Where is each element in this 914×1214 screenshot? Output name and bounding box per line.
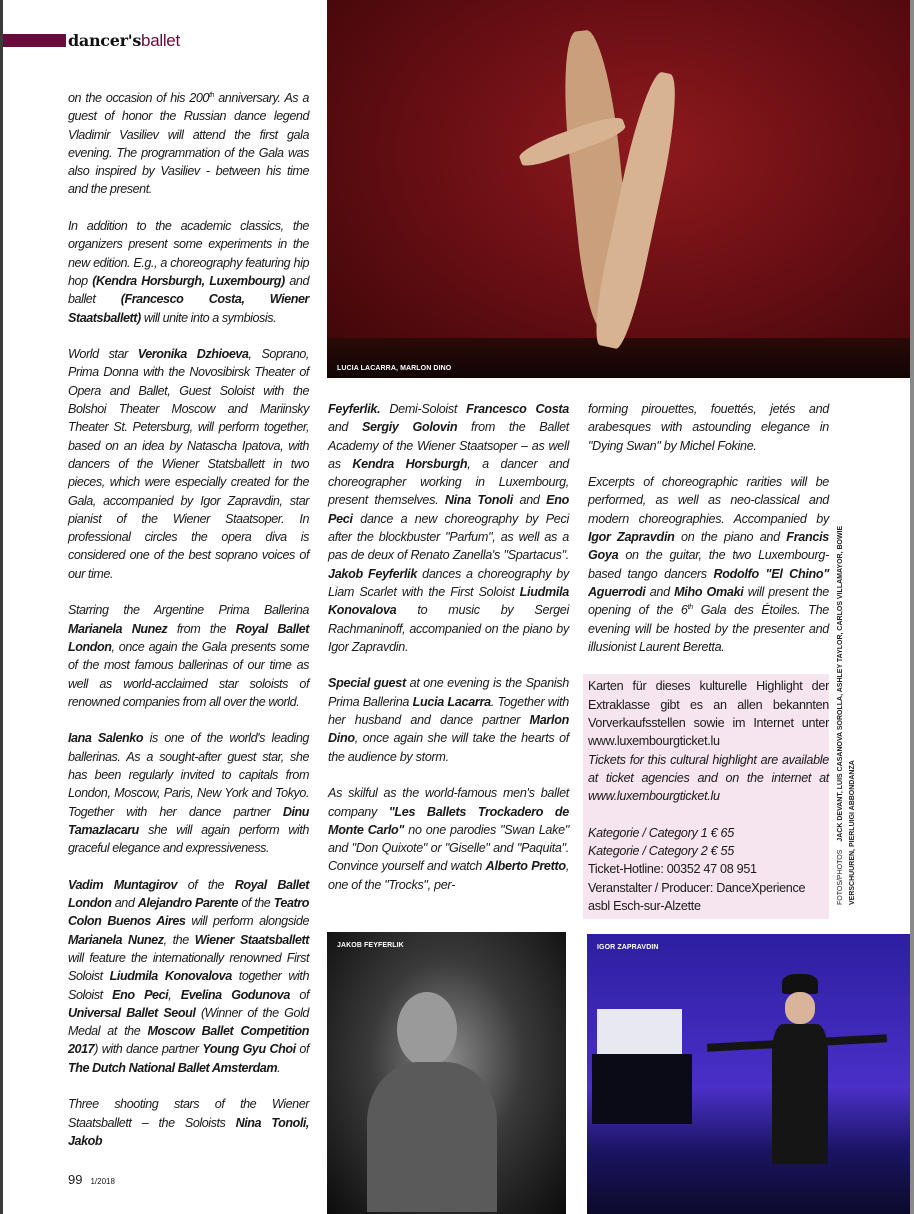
photo-zapravdin <box>587 934 910 1214</box>
name-highlight: Sergiy Golovin <box>361 420 458 435</box>
name-highlight: Lucia Lacarra <box>412 694 491 709</box>
name-highlight: Young Gyu Choi <box>202 1042 296 1057</box>
issue-number: 1/2018 <box>90 1177 115 1186</box>
text-run: , one of the "Trocks", per- <box>328 859 570 892</box>
photo-credits <box>835 495 859 905</box>
name-highlight: Marianela Nunez <box>68 621 168 636</box>
text-run: of <box>295 1042 310 1057</box>
text-run: will present the opening of the 6 <box>588 584 830 618</box>
article-column-3 <box>588 400 829 919</box>
credits-label: FOTOS/PHOTOS <box>837 849 844 905</box>
article-column-2 <box>328 400 569 894</box>
text-run: . <box>277 1060 281 1075</box>
name-highlight: Liudmila Konovalova <box>328 584 569 618</box>
credits-names: JACK DEVANT, LUIS CASANOVA SOROLLA, ASHLEY TAYLOR, CARLOS VILLAMAYOR, BOWIE VERSCHUUREN, PIERLUIGI ABBONDANZA <box>837 525 856 905</box>
logo-light: ballet <box>141 31 180 50</box>
text-run: ) with dance partner <box>94 1042 203 1057</box>
text-run: , a dancer and choreographer working in Luxembourg, present themselves. <box>328 456 569 508</box>
name-highlight: Alejandro Parente <box>137 896 239 911</box>
magazine-logo <box>68 31 180 51</box>
text-run: , <box>168 987 181 1002</box>
name-highlight: Marlon Dino <box>328 713 569 746</box>
text-run: from the Ballet Academy of the Wiener Staatsoper – as well as <box>328 420 569 471</box>
text-run: dances a choreography by Liam Scarlet with the First Soloist <box>328 566 569 599</box>
name-highlight: Francesco Costa <box>466 402 569 416</box>
text-run: and <box>512 493 547 508</box>
name-highlight: Wiener Staatsballett <box>194 932 309 947</box>
text-run: Three shooting stars of the Wiener Staatsballett – the Soloists <box>68 1097 309 1130</box>
name-highlight: Royal Ballet London <box>68 621 309 654</box>
name-highlight: Royal Ballet London <box>68 877 309 911</box>
hat <box>782 974 818 994</box>
name-highlight: Special guest <box>328 676 406 691</box>
text-run: World star <box>68 347 138 362</box>
text-run: Demi-Soloist <box>380 402 467 416</box>
text-run: Gala des Étoiles. The evening will be hosted by the presenter and illusionist Laurent Beretta. <box>588 603 829 654</box>
page-number: 99 <box>68 1172 83 1187</box>
photo-caption: JAKOB FEYFERLIK <box>337 942 404 949</box>
ticket-hotline: Ticket-Hotline: 00352 47 08 951 <box>588 862 757 877</box>
producer: Veranstalter / Producer: DanceXperience asbl Esch-sur-Alzette <box>588 880 806 914</box>
photo-caption: IGOR ZAPRAVDIN <box>597 944 659 951</box>
name-highlight: Nina Tonoli, Jakob <box>68 1115 309 1148</box>
name-highlight: Francis Goya <box>588 530 829 563</box>
article-paragraph <box>328 784 569 894</box>
name-highlight: Teatro Colon Buenos Aires <box>68 896 309 929</box>
article-paragraph <box>68 601 309 711</box>
name-highlight: Vadim Muntagirov <box>68 877 178 892</box>
ticket-info-german: Karten für dieses kulturelle Highlight der Extraklasse gibt es an allen bekannten Vorverkaufsstellen sowie im Internet unter www.luxembourgticket.lu <box>588 679 829 749</box>
text-run: th <box>687 604 693 612</box>
text-run: she will again perform with graceful elegance and expressiveness. <box>68 822 309 856</box>
text-run: on the piano and <box>674 530 787 545</box>
text-run: will feature the internationally renowned First Soloist <box>68 950 309 984</box>
name-highlight: Liudmila Konovalova <box>109 969 232 984</box>
text-run: As skilful as the world-famous men's ballet company <box>328 786 569 819</box>
ticket-info-box <box>583 674 829 919</box>
text-run: is one of the world's leading ballerinas. As a sought-after guest star, she has been regularly invited to capitals from London, Moscow, Paris, New York and Tokyo. Together with her dance partner <box>68 731 309 819</box>
name-highlight: Kendra Horsburgh <box>352 456 468 471</box>
name-highlight: "Les Ballets Trockadero de Monte Carlo" <box>328 804 569 837</box>
name-highlight: Nina Tonoli <box>444 493 513 508</box>
name-highlight: (Francesco Costa, Wiener Staatsballett) <box>68 292 309 325</box>
article-paragraph <box>588 400 829 455</box>
text-run: and <box>645 584 675 599</box>
article-paragraph <box>68 729 309 857</box>
text-run: and <box>111 896 138 911</box>
text-run: no one parodies "Swan Lake" and "Don Quixote" or "Giselle" and "Paquita". Convince yourself and watch <box>328 822 569 874</box>
text-run: and ballet <box>68 273 310 307</box>
photo-feyferlik <box>327 932 566 1214</box>
text-run: will unite into a symbiosis. <box>140 310 277 325</box>
right-edge <box>910 0 914 1214</box>
piano <box>592 1054 692 1124</box>
ticket-info-english: Tickets for this cultural highlight are available at ticket agencies and on the internet at www.luxembourgticket.lu <box>588 752 829 804</box>
face <box>785 992 815 1024</box>
sheet-music <box>597 1009 682 1059</box>
name-highlight: Universal Ballet Seoul <box>68 1005 196 1020</box>
name-highlight: Eno Peci <box>328 493 570 526</box>
text-run: , the <box>163 932 195 947</box>
article-paragraph <box>328 400 569 656</box>
text-run: and <box>328 420 362 435</box>
text-run: to music by Sergei Rachmaninoff, accompanied on the piano by Igor Zapravdin. <box>328 603 569 654</box>
text-run: on the occasion of his 200 <box>68 91 209 105</box>
text-run: , once again the Gala presents some of the most famous ballerinas of our time as well as world-acclaimed star soloists of renowned companies from all over the world. <box>68 639 309 709</box>
article-paragraph <box>68 876 309 1077</box>
name-highlight: Iana Salenko <box>68 731 144 746</box>
text-run: will perform alongside <box>185 914 309 929</box>
text-run: at one evening is the Spanish Prima Ballerina <box>328 676 569 709</box>
photo-caption: LUCIA LACARRA, MARLON DINO <box>337 365 452 372</box>
logo-bold: dancer's <box>68 31 142 50</box>
text-run: Excerpts of choreographic rarities will be performed, as well as neo-classical and modern choreographies. Accompanied by <box>588 475 829 526</box>
header-accent-bar <box>3 34 66 47</box>
text-run: , once again she will take the hearts of the audience by storm. <box>328 731 569 764</box>
price-category-2: Kategorie / Category 2 € 55 <box>588 844 734 859</box>
article-paragraph <box>68 1095 309 1150</box>
text-run: together with Soloist <box>68 969 309 1002</box>
text-run: of the <box>177 877 235 892</box>
article-paragraph <box>68 89 309 199</box>
article-paragraph <box>588 473 829 656</box>
text-run: (Winner of the Gold Medal at the <box>68 1005 309 1039</box>
left-edge <box>0 0 3 1214</box>
name-highlight: Jakob Feyferlik <box>328 566 418 581</box>
text-run: anniversary. As a guest of honor the Russian dance legend Vladimir Vasiliev will attend the first gala evening. The programmation of the Gala was also inspired by Vasiliev - between his time and the present. <box>68 91 309 197</box>
text-run: th <box>208 91 214 99</box>
text-run: Starring the Argentine Prima Ballerina <box>68 603 309 618</box>
page-footer <box>68 1172 115 1187</box>
text-run: . Together with her husband and dance partner <box>328 694 569 728</box>
name-highlight: Veronika Dzhioeva <box>137 347 249 362</box>
text-run: In addition to the academic classics, the organizers present some experiments in the new edition. E.g., a choreography featuring hip hop <box>68 219 309 288</box>
name-highlight: (Kendra Horsburgh, Luxembourg) <box>92 273 285 288</box>
portrait-head <box>397 992 457 1067</box>
article-paragraph <box>328 674 569 765</box>
text-run: forming pirouettes, fouettés, jetés and arabesques with astounding elegance in "Dying Swan" by Michel Fokine. <box>588 402 829 453</box>
text-run: on the guitar, the two Luxembourg-based tango dancers <box>588 548 829 581</box>
name-highlight: Alberto Pretto <box>485 859 566 874</box>
name-highlight: The Dutch National Ballet Amsterdam <box>68 1060 278 1075</box>
name-highlight: Marianela Nunez <box>68 932 164 947</box>
name-highlight: Rodolfo "El Chino" Aguerrodi <box>588 566 829 599</box>
text-run: dance a new choreography by Peci after the blockbuster "Parfum", as well as a pas de deux of Renato Zanella's "Spartacus". <box>328 511 569 563</box>
photo-lacarra-dino <box>327 0 910 378</box>
name-highlight: Miho Omaki <box>674 584 744 599</box>
price-category-1: Kategorie / Category 1 € 65 <box>588 825 734 840</box>
article-column-1 <box>68 89 309 1150</box>
name-highlight: Moscow Ballet Competition 2017 <box>68 1024 309 1057</box>
article-paragraph <box>68 345 309 583</box>
article-paragraph <box>68 217 309 327</box>
name-highlight: Dinu Tamazlacaru <box>68 804 309 837</box>
text-run: of <box>289 987 309 1002</box>
text-run: from the <box>167 621 236 636</box>
name-highlight: Igor Zapravdin <box>588 530 675 545</box>
text-run: , Soprano, Prima Donna with the Novosibirsk Theater of Opera and Ballet, Guest Soloist with the Bolshoi Theater Moscow and Mariinsky Theater St. Petersburg, will perform together, based on an idea by Natascha Ipatova, with dancers of the Wiener Statsballett in two pieces, which were especially created for the Gala, accompanied by Igor Zapravdin, star pianist of the Wiener Staatsoper. In professional circles the opera diva is considered one of the best soprano voices of our time. <box>68 347 309 581</box>
name-highlight: Evelina Godunova <box>180 987 290 1002</box>
name-highlight: Eno Peci <box>112 987 169 1002</box>
column-3-text <box>588 400 829 656</box>
text-run: of the <box>238 896 274 911</box>
name-highlight: Feyferlik. <box>328 402 381 416</box>
portrait-body <box>367 1062 497 1212</box>
